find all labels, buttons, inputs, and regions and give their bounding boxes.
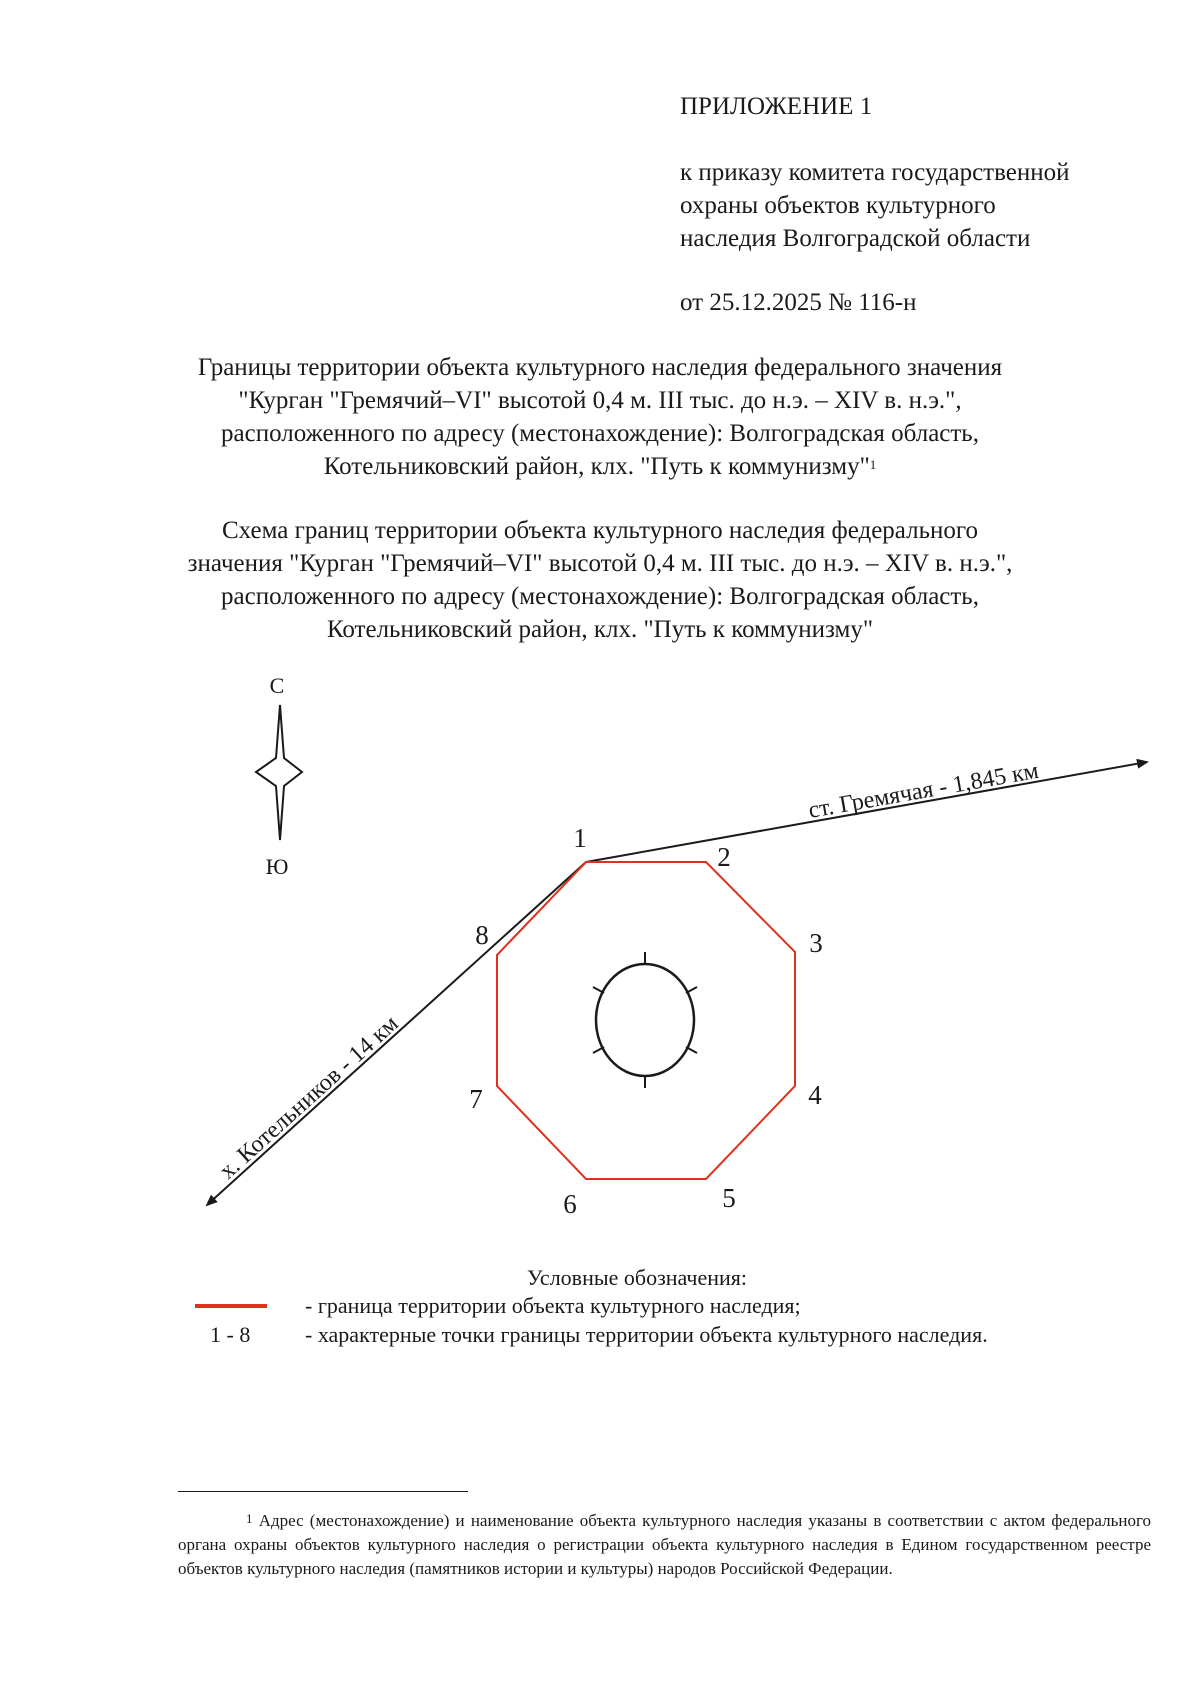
order-line: наследия Волгоградской области	[680, 225, 1031, 252]
boundaries-title-line-last	[150, 450, 1050, 483]
compass-north-label: С	[269, 673, 285, 698]
compass-star-icon	[256, 705, 302, 840]
footnote-text: Адрес (местонахождение) и наименование объекта культурного наследия указаны в соответствии с актом федерального органа охраны объектов культурного наследия о регистрации объекта культурного наследия в Едином государственном реестре объектов культурного наследия (памятников истории и культуры) народов Российской Федерации.	[178, 1511, 1151, 1578]
compass-south-label: Ю	[265, 854, 289, 879]
point-label-1: 1	[573, 823, 587, 853]
order-line: охраны объектов культурного	[680, 192, 996, 219]
order-date-number: от 25.12.2025 № 116-н	[680, 289, 917, 316]
heritage-boundary-polygon	[497, 862, 795, 1179]
point-label-6: 6	[563, 1189, 577, 1219]
order-line: к приказу комитета государственной	[680, 159, 1070, 186]
order-reference	[680, 156, 1070, 255]
road-to-village-label: х. Котельников - 14 км	[214, 1010, 404, 1185]
legend-boundary-line-swatch	[195, 1304, 267, 1308]
boundaries-title-line: расположенного по адресу (местонахождение): Волгоградская область,	[221, 420, 979, 447]
footnote	[178, 1509, 1151, 1581]
legend-points-text: - характерные точки границы территории объекта культурного наследия.	[305, 1322, 988, 1347]
mound-symbol	[593, 952, 697, 1088]
boundaries-title-line: "Курган "Гремячий–VI" высотой 0,4 м. III тыс. до н.э. – XIV в. н.э.",	[238, 387, 962, 414]
point-label-5: 5	[722, 1183, 736, 1213]
footnote-reference[interactable]: 1	[869, 457, 877, 472]
point-label-2: 2	[717, 842, 731, 872]
boundary-scheme-diagram	[0, 660, 1200, 1220]
legend-points-symbol: 1 - 8	[210, 1322, 251, 1347]
point-label-7: 7	[469, 1084, 483, 1114]
scheme-title	[150, 514, 1050, 646]
footnote-divider	[178, 1491, 468, 1492]
scheme-title-line: расположенного по адресу (местонахождение): Волгоградская область,	[221, 583, 979, 610]
footnote-mark: 1	[246, 1511, 253, 1526]
point-label-8: 8	[475, 920, 489, 950]
point-label-4: 4	[808, 1080, 822, 1110]
boundaries-title-line: Границы территории объекта культурного наследия федерального значения	[197, 354, 1003, 381]
footnote-body	[178, 1509, 1151, 1581]
road-to-station-label: ст. Гремячая - 1,845 км	[806, 757, 1041, 824]
scheme-title-line: значения "Курган "Гремячий–VI" высотой 0,4 м. III тыс. до н.э. – XIV в. н.э.",	[187, 550, 1013, 577]
boundaries-title-line: Котельниковский район, клх. "Путь к коммунизму"	[323, 453, 870, 480]
scheme-title-line: Котельниковский район, клх. "Путь к коммунизму"	[326, 616, 874, 643]
appendix-title: ПРИЛОЖЕНИЕ 1	[680, 93, 873, 120]
point-label-3: 3	[809, 928, 823, 958]
legend-boundary-text: - граница территории объекта культурного наследия;	[305, 1293, 801, 1318]
legend-title: Условные обозначения:	[527, 1265, 748, 1290]
compass-rose	[256, 673, 302, 879]
scheme-title-line: Схема границ территории объекта культурного наследия федерального	[221, 517, 979, 544]
boundaries-title	[150, 351, 1050, 483]
